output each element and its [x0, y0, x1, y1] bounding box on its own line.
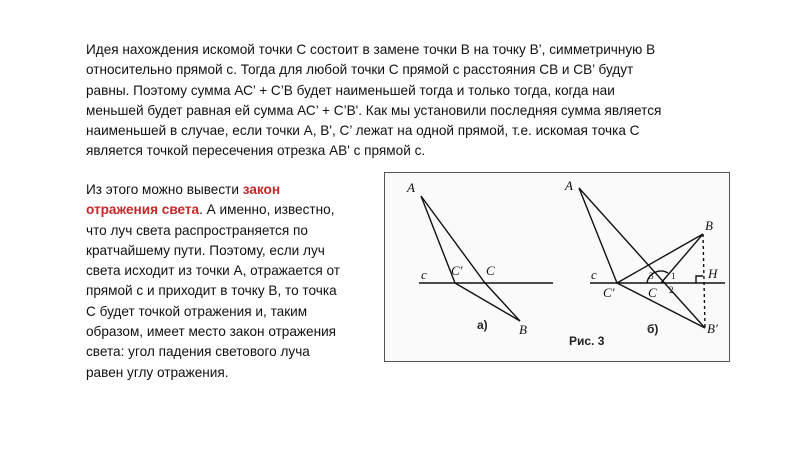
segment-c-b: [485, 283, 520, 321]
left-line: образом, имеет место закон отражения: [86, 324, 337, 340]
caption-b: б): [647, 322, 659, 336]
segment-cprime-b-b: [617, 234, 703, 283]
figure-svg: [385, 173, 731, 363]
label-a-a: A: [407, 180, 415, 195]
diagram-b: [579, 188, 725, 328]
top-line: меньшей будет равная ей сумма АС’ + С’В'. Как мы установили последняя сумма является: [86, 102, 662, 118]
top-line: наименьшей в случае, если точки А, В', С’ лежат на одной прямой, т.е. искомая точка С: [86, 123, 640, 139]
label-b-cprime: C′: [603, 285, 615, 300]
label-b-a: A: [565, 178, 573, 193]
label-b-c: C: [648, 285, 657, 300]
left-line: прямой с и приходит в точку В, то точка: [86, 283, 337, 299]
diagram-a: [419, 196, 553, 321]
left-line: кратчайшему пути. Поэтому, если луч: [86, 242, 325, 258]
top-line: относительно прямой с. Тогда для любой точки С прямой с расстояния СВ и СВ’ будут: [86, 62, 634, 78]
label-angle-3: 3: [649, 271, 654, 281]
left-paragraph: [86, 180, 386, 383]
left-line: света: угол падения светового луча: [86, 344, 310, 360]
top-line: Идея нахождения искомой точки С состоит в замене точки В на точку В’, симметричную В: [86, 42, 656, 57]
highlight-term: отражения света: [86, 202, 200, 218]
segment-b-bprime: [703, 234, 705, 328]
left-text: . А именно, известно,: [199, 202, 335, 218]
top-line: является точкой пересечения отрезка АВ' с прямой с.: [86, 143, 426, 159]
label-a-b: B: [519, 322, 527, 337]
label-a-c-line: c: [421, 267, 427, 282]
left-line: С будет точкой отражения и, таким: [86, 303, 308, 319]
label-b-bprime: B′: [707, 321, 718, 336]
label-angle-1: 1: [671, 271, 676, 281]
label-b-b: B: [705, 218, 713, 233]
label-a-cprime: C′: [451, 263, 463, 278]
label-a-c: C: [486, 263, 495, 278]
caption-a: а): [477, 318, 488, 332]
segment-a-cprime-b: [579, 188, 617, 283]
left-line: равен углу отражения.: [86, 364, 229, 380]
label-angle-2: 2: [669, 285, 674, 295]
label-b-h: H: [708, 266, 718, 281]
label-b-c-line: c: [591, 267, 597, 282]
left-line: света исходит из точки А, отражается от: [86, 263, 341, 279]
figure-caption: Рис. 3: [569, 334, 605, 348]
left-text: Из этого можно вывести: [86, 182, 243, 197]
top-paragraph: [86, 40, 726, 162]
left-line: что луч света распространяется по: [86, 222, 308, 238]
right-angle-mark: [696, 276, 703, 283]
top-line: равны. Поэтому сумма АС’ + С’В будет наименьшей тогда и только тогда, когда наи: [86, 82, 615, 98]
segment-a-bprime: [579, 188, 705, 328]
segment-cprime-bprime: [617, 283, 705, 328]
highlight-term: закон: [242, 182, 281, 197]
geometry-figure: [384, 172, 730, 362]
segment-cprime-b: [455, 283, 520, 321]
